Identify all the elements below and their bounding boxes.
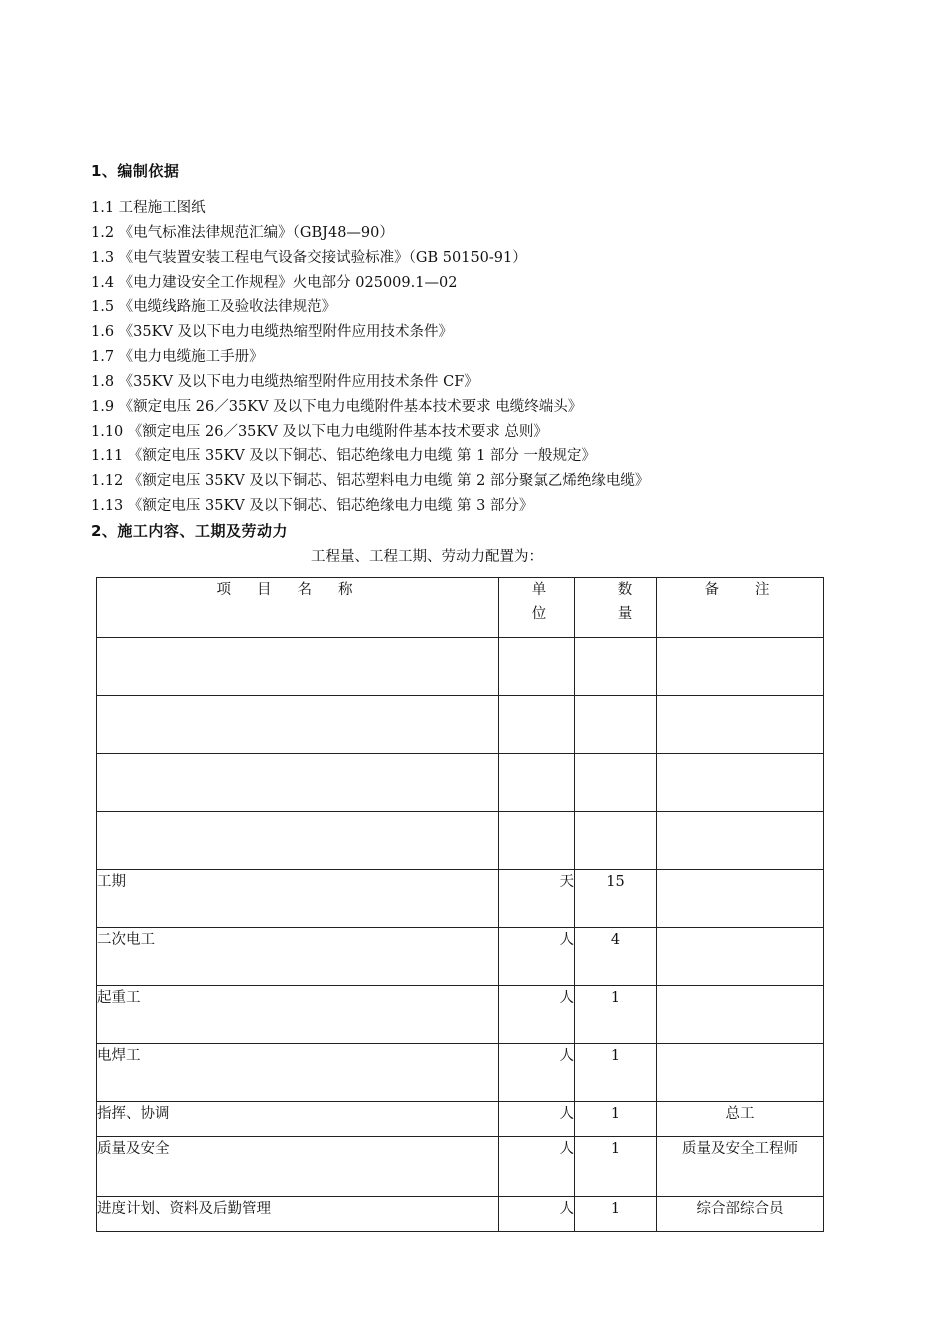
cell-name: 二次电工 xyxy=(97,928,499,986)
cell-quantity: 1 xyxy=(575,1197,657,1232)
cell-quantity: 1 xyxy=(575,1102,657,1137)
reference-item: 1.13 《额定电压 35KV 及以下铜芯、铝芯绝缘电力电缆 第 3 部分》 xyxy=(91,498,534,515)
header-name: 项目名称 xyxy=(97,578,499,638)
cell-name: 起重工 xyxy=(97,986,499,1044)
cell-unit: 人 xyxy=(499,928,575,986)
table-row xyxy=(97,928,824,986)
cell-quantity: 1 xyxy=(575,986,657,1044)
cell-name: 进度计划、资料及后勤管理 xyxy=(97,1197,499,1232)
cell-unit: 人 xyxy=(499,1044,575,1102)
reference-item: 1.7 《电力电缆施工手册》 xyxy=(91,349,264,366)
cell-note xyxy=(657,1044,824,1102)
table-row xyxy=(97,1137,824,1197)
cell-note: 总工 xyxy=(657,1102,824,1137)
reference-item: 1.10 《额定电压 26／35KV 及以下电力电缆附件基本技术要求 总则》 xyxy=(91,423,548,440)
table-row xyxy=(97,1044,824,1102)
cell-name: 电焊工 xyxy=(97,1044,499,1102)
cell-quantity: 15 xyxy=(575,870,657,928)
table-row-empty xyxy=(97,638,824,696)
cell-quantity: 4 xyxy=(575,928,657,986)
labor-table xyxy=(96,577,824,1232)
reference-list xyxy=(91,196,649,519)
table-row xyxy=(97,986,824,1044)
table-row xyxy=(97,1197,824,1232)
cell-quantity: 1 xyxy=(575,1044,657,1102)
reference-item: 1.4 《电力建设安全工作规程》火电部分 025009.1—02 xyxy=(91,274,458,291)
cell-name: 质量及安全 xyxy=(97,1137,499,1197)
table-header-row xyxy=(97,578,824,638)
header-note: 备注 xyxy=(657,578,824,638)
cell-note: 质量及安全工程师 xyxy=(657,1137,824,1197)
cell-note xyxy=(657,870,824,928)
reference-item: 1.11 《额定电压 35KV 及以下铜芯、铝芯绝缘电力电缆 第 1 部分 一般规定》 xyxy=(91,448,597,465)
reference-item: 1.2 《电气标准法律规范汇编》（GBJ48—90） xyxy=(91,224,394,241)
cell-name: 工期 xyxy=(97,870,499,928)
reference-item: 1.12 《额定电压 35KV 及以下铜芯、铝芯塑料电力电缆 第 2 部分聚氯乙烯绝缘电缆》 xyxy=(91,473,650,490)
reference-item: 1.6 《35KV 及以下电力电缆热缩型附件应用技术条件》 xyxy=(91,324,454,341)
cell-name: 指挥、协调 xyxy=(97,1102,499,1137)
reference-item: 1.5 《电缆线路施工及验收法律规范》 xyxy=(91,299,337,316)
cell-unit: 人 xyxy=(499,1197,575,1232)
table-row xyxy=(97,870,824,928)
section-1-heading: 1、编制依据 xyxy=(91,162,180,180)
cell-unit: 人 xyxy=(499,986,575,1044)
cell-note xyxy=(657,986,824,1044)
reference-item: 1.9 《额定电压 26／35KV 及以下电力电缆附件基本技术要求 电缆终端头》 xyxy=(91,398,583,415)
cell-quantity: 1 xyxy=(575,1137,657,1197)
table-caption: 工程量、工程工期、劳动力配置为： xyxy=(311,549,543,565)
cell-unit: 天 xyxy=(499,870,575,928)
reference-item: 1.8 《35KV 及以下电力电缆热缩型附件应用技术条件 CF》 xyxy=(91,373,479,390)
cell-unit: 人 xyxy=(499,1102,575,1137)
table-row xyxy=(97,1102,824,1137)
table-row-empty xyxy=(97,696,824,754)
header-quantity: 数 量 xyxy=(575,578,657,638)
table-row-empty xyxy=(97,754,824,812)
reference-item: 1.1 工程施工图纸 xyxy=(91,200,206,216)
table-row-empty xyxy=(97,812,824,870)
reference-item: 1.3 《电气装置安装工程电气设备交接试验标准》（GB 50150-91） xyxy=(91,249,527,266)
header-unit: 单 位 xyxy=(499,578,575,638)
cell-note xyxy=(657,928,824,986)
section-2-heading: 2、施工内容、工期及劳动力 xyxy=(91,522,288,540)
cell-note: 综合部综合员 xyxy=(657,1197,824,1232)
cell-unit: 人 xyxy=(499,1137,575,1197)
